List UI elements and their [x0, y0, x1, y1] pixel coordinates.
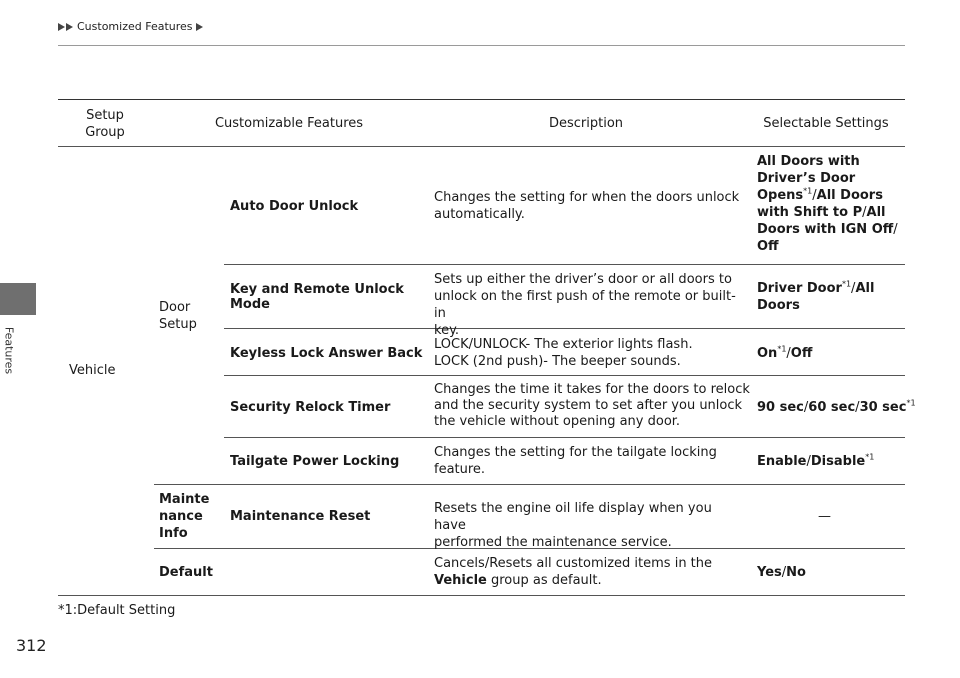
page-number: 312 — [16, 636, 47, 655]
header-description: Description — [548, 116, 624, 131]
desc-maintenance-reset: Resets the engine oil life display when you have performed the maintenance service. — [434, 501, 712, 550]
settings-default: Yes/No — [757, 565, 806, 580]
triangle-arrow-icon — [196, 23, 203, 31]
settings-key-remote-unlock-mode: Driver Door$^{*1}$/All Doors — [757, 279, 875, 313]
desc-keyless-lock-answer-back: LOCK/UNLOCK- The exterior lights flash. LOCK (2nd push)- The beeper sounds. — [434, 337, 693, 369]
row-divider — [224, 375, 905, 376]
default-mark: *1 — [803, 186, 813, 196]
settings-security-relock-timer: 90 sec/60 sec/30 $\sec^{*1}$ — [757, 398, 916, 415]
settings-keyless-lock-answer-back: On$^{*1}$/Off — [757, 344, 813, 361]
feature-auto-door-unlock: Auto Door Unlock — [230, 199, 359, 214]
row-divider — [224, 264, 905, 265]
row-divider — [154, 484, 905, 485]
subgroup-default: Default — [159, 565, 213, 580]
feature-maintenance-reset: Maintenance Reset — [230, 509, 371, 524]
table-header-rule — [58, 146, 905, 147]
chapter-tab-label: Features — [2, 326, 16, 375]
triangle-arrow-icon — [58, 23, 65, 31]
table-top-rule — [58, 99, 905, 100]
desc-default: Cancels/Resets all customized items in the Vehicle group as default. — [434, 556, 713, 588]
header-selectable-settings: Selectable Settings — [763, 116, 889, 131]
triangle-arrow-icon — [66, 23, 73, 31]
feature-key-remote-unlock-mode: Key and Remote Unlock Mode — [230, 282, 404, 312]
breadcrumb-section[interactable]: Customized Features — [77, 20, 193, 33]
header-divider — [58, 45, 905, 46]
desc-key-remote-unlock-mode: Sets up either the driver’s door or all doors to unlock on the first push of the remote or built-in key. — [434, 272, 736, 338]
subgroup-door-setup: Door Setup — [159, 300, 197, 332]
desc-tailgate-power-locking: Changes the setting for the tailgate locking feature. — [434, 445, 717, 477]
row-divider — [224, 437, 905, 438]
desc-security-relock-timer: Changes the time it takes for the doors to relock and the security system to set after you unlock the vehicle without opening any door. — [434, 382, 750, 429]
footnote-default-setting: *1:Default Setting — [58, 603, 176, 618]
table-bottom-rule — [58, 595, 905, 596]
feature-tailgate-power-locking: Tailgate Power Locking — [230, 454, 400, 469]
chapter-tab-marker — [0, 283, 36, 315]
settings-auto-door-unlock: All Doors with Driver’s Door Opens$^{*1}$/All Doors with Shift to P/All Doors with IGN Off/ Off — [757, 154, 898, 254]
desc-auto-door-unlock: Changes the setting for when the doors unlock automatically. — [434, 190, 740, 222]
default-mark: *1 — [906, 398, 916, 408]
feature-keyless-lock-answer-back: Keyless Lock Answer Back — [230, 346, 423, 361]
breadcrumb — [58, 20, 204, 33]
settings-maintenance-reset: — — [818, 509, 831, 524]
header-setup-group: Setup Group — [85, 108, 125, 140]
group-vehicle: Vehicle — [69, 363, 116, 378]
default-mark: *1 — [865, 452, 875, 462]
default-mark: *1 — [841, 279, 852, 289]
settings-tailgate-power-locking: Enable/Disable$^{*1}$ — [757, 452, 875, 469]
subgroup-maintenance-info: Mainte nance Info — [159, 492, 210, 541]
header-customizable-features: Customizable Features — [214, 116, 364, 131]
default-mark: *1 — [777, 344, 787, 354]
feature-security-relock-timer: Security Relock Timer — [230, 400, 391, 415]
